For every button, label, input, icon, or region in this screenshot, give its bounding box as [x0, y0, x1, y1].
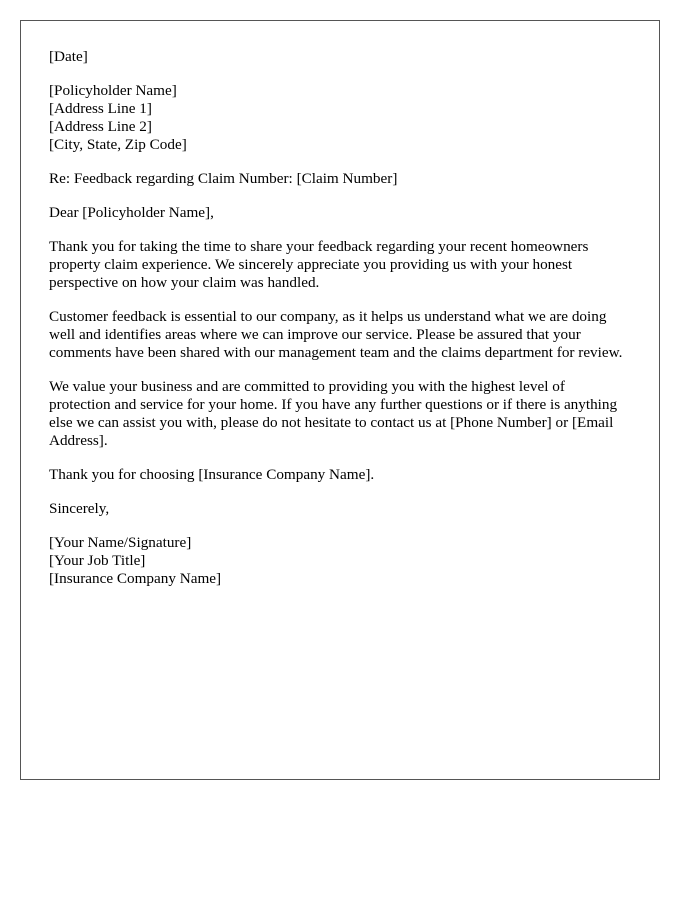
recipient-name: [Policyholder Name] [49, 82, 177, 99]
paragraph-feedback-importance: Customer feedback is essential to our company, as it helps us understand what we are doing well and identifies areas where we can improve our service. Please be assured that your comments have been shared with our management team and the claims department for review. [49, 308, 623, 361]
paragraph-closing-thanks: Thank you for choosing [Insurance Company Name]. [49, 466, 375, 483]
subject-line: Re: Feedback regarding Claim Number: [Claim Number] [49, 170, 398, 187]
recipient-address-line-1: [Address Line 1] [49, 100, 152, 117]
signature-block [49, 534, 629, 588]
letter-body [49, 48, 629, 604]
subject-block [49, 170, 629, 188]
salutation-block [49, 204, 629, 222]
recipient-address-line-2: [Address Line 2] [49, 118, 152, 135]
date-block [49, 48, 629, 66]
recipient-city-state-zip: [City, State, Zip Code] [49, 136, 187, 153]
paragraph-contact: We value your business and are committed to providing you with the highest level of protection and service for your home. If you have any further questions or if there is anything else we can assist you with, please do not hesitate to contact us at [Phone Number] or [Email Address]. [49, 378, 618, 449]
paragraph-thanks: Thank you for taking the time to share your feedback regarding your recent homeowners property claim experience. We sincerely appreciate you providing us with your honest perspective on how your claim was handled. [49, 238, 589, 291]
signature-company: [Insurance Company Name] [49, 570, 222, 587]
signature-job-title: [Your Job Title] [49, 552, 146, 569]
letter-page [20, 20, 660, 780]
date-line: [Date] [49, 48, 88, 65]
salutation: Dear [Policyholder Name], [49, 204, 214, 221]
closing: Sincerely, [49, 500, 110, 517]
closing-block [49, 500, 629, 518]
recipient-address-block [49, 82, 629, 154]
signature-name: [Your Name/Signature] [49, 534, 192, 551]
